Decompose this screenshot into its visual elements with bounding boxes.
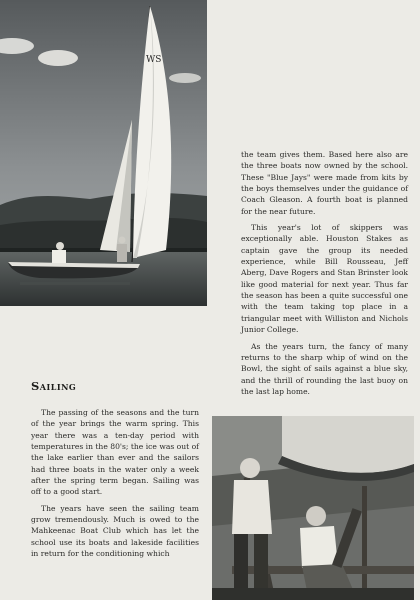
paragraph: The passing of the seasons and the turn of the year brings the warm spring. This year there was a ten-day period with temperatures in the 80's; the ice was out of the lake earlier than ever and the sailors had three boats in the water only a week after the spring term began. Sailing was off to a good start. xyxy=(31,408,199,497)
paragraph: As the years turn, the fancy of many returns to the sharp whip of wind on the Bowl, the sight of sails against a blue sky, and the thrill of rounding the last buoy on the last lap home. xyxy=(241,341,408,396)
right-text-column xyxy=(241,149,408,402)
section-title: Sailing xyxy=(31,379,77,393)
paragraph: The years have seen the sailing team grow tremendously. Much is owed to the Mahkeenac Boat Club which has let the school use its boats and lakeside facilities in return for the conditioning which xyxy=(31,503,199,559)
sail-marking: WS xyxy=(146,55,162,65)
boatyard-photo xyxy=(212,416,414,600)
paragraph: This year's lot of skippers was exceptionally able. Houston Stakes as captain gave the group its needed experience, while Bill Rousseau, Jeff Aberg, Dave Rogers and Stan Brinster look like good material for next year. Thus far the season has been a quite successful one with the team taking top place in a triangular meet with Williston and Nichols Junior College. xyxy=(241,223,408,335)
paragraph: the team gives them. Based here also are the three boats now owned by the school. These "Blue Jays" were made from kits by the boys themselves under the guidance of Coach Gleason. A fourth boat is planned for the near future. xyxy=(241,150,408,216)
sailboat-photo xyxy=(0,0,207,306)
left-text-column xyxy=(31,407,199,564)
